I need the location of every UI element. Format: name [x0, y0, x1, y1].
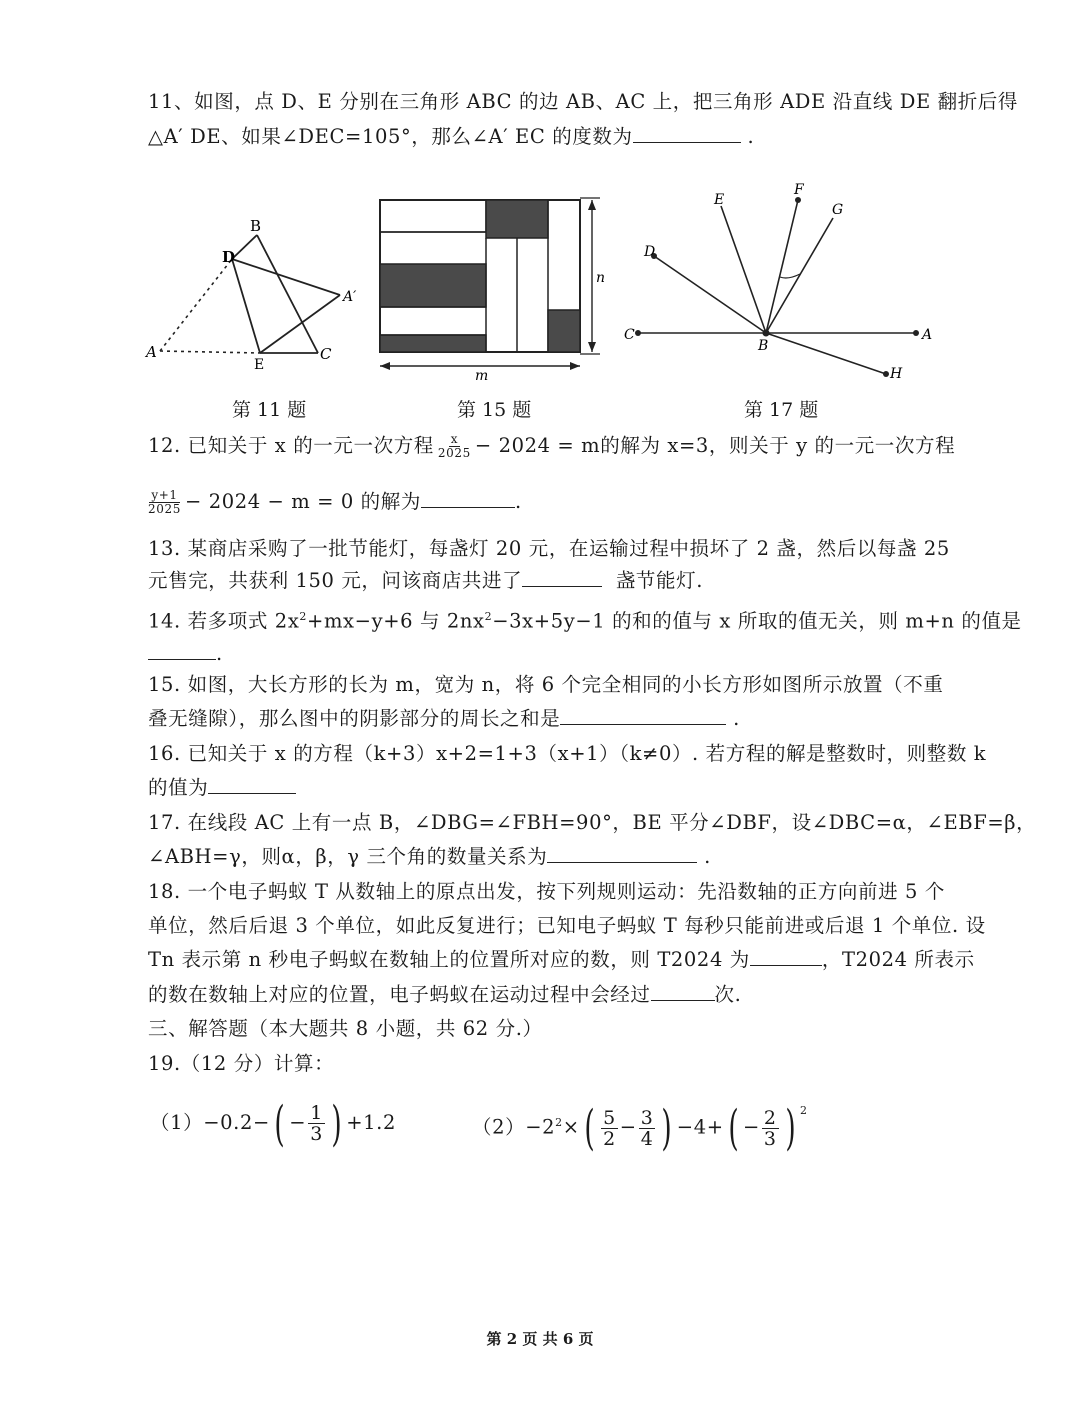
fig17-label-f: F — [794, 182, 804, 198]
q17-end: . — [704, 845, 711, 868]
q17-answer-blank[interactable] — [547, 844, 697, 863]
fig11-label-e: E — [254, 357, 265, 373]
q18-text-a: Tn 表示第 n 秒电子蚂蚁在数轴上的位置所对应的数，则 T2024 为 — [148, 948, 750, 971]
q19-p2-b: −4+ — [676, 1115, 724, 1139]
q11-text: △A′ DE、如果∠DEC=105°，那么∠A′ EC 的度数为 — [148, 125, 633, 148]
q19-p2-f1-num: 5 — [603, 1106, 616, 1129]
q17-text: ∠ABH=γ，则α，β，γ 三个角的数量关系为 — [148, 845, 548, 868]
q14-line2 — [148, 640, 223, 668]
q19-p2-frac3 — [762, 1108, 779, 1149]
q13-text: 元售完，共获利 150 元，问该商店共进了 — [148, 569, 523, 592]
q11-answer-blank[interactable] — [633, 124, 741, 143]
fig15-caption: 第 15 题 — [457, 399, 532, 421]
q18-line1: 18. 一个电子蚂蚁 T 从数轴上的原点出发，按下列规则运动：先沿数轴的正方向前进 5 个 — [148, 880, 945, 903]
q19-p2-minus: − — [619, 1115, 637, 1139]
figure-11 — [140, 215, 370, 375]
q19-p1-b: +1.2 — [346, 1111, 396, 1134]
section-3-title: 三、解答题（本大题共 8 小题，共 62 分.） — [148, 1017, 543, 1040]
q12-line1 — [148, 432, 955, 460]
page-footer: 第 2 页 共 6 页 — [486, 1330, 594, 1348]
q19-p2-f1-den: 2 — [603, 1127, 616, 1150]
fig15-label-n: n — [596, 270, 606, 286]
q18-text-c: 的数在数轴上对应的位置，电子蚂蚁在运动过程中会经过 — [148, 983, 651, 1006]
q14-sup1: 2 — [299, 610, 308, 623]
fig11-label-a: A — [146, 343, 157, 361]
fig17-label-b: B — [758, 338, 769, 354]
q12-tail: − 2024 − m = 0 的解为 — [184, 490, 421, 513]
figure-17 — [620, 182, 940, 382]
q19-p2-sup: 2 — [555, 1116, 563, 1129]
figure-15 — [372, 188, 622, 383]
fig17-label-a: A — [922, 327, 933, 343]
q19-p2-a: −2 — [525, 1115, 556, 1139]
q19-p1-frac-num: 1 — [310, 1102, 323, 1124]
q19-p2-sign: − — [742, 1115, 760, 1139]
q19-p1-lparen: ( — [274, 1095, 285, 1152]
q12-frac1-den: 2025 — [437, 446, 471, 460]
q11-line1: 11、如图，点 D、E 分别在三角形 ABC 的边 AB、AC 上，把三角形 ADE 沿直线 DE 翻折后得 — [148, 90, 1018, 113]
fig11-label-d: D — [222, 248, 236, 266]
fig17-label-h: H — [890, 366, 903, 382]
q19-p2-f3-num: 2 — [763, 1106, 777, 1129]
q16-line2 — [148, 774, 296, 802]
q12-frac2-num: y+1 — [151, 488, 178, 502]
q11-end: . — [747, 125, 755, 148]
q19-p1-rparen: ) — [331, 1095, 342, 1152]
q19-p2-f2-num: 3 — [640, 1106, 654, 1129]
q18-text-b: ，T2024 所表示 — [821, 948, 975, 971]
q15-end: . — [733, 707, 740, 730]
q18-answer-blank-1[interactable] — [750, 947, 822, 966]
q12-middle: − 2024 = m的解为 x=3，则关于 y 的一元一次方程 — [474, 434, 956, 457]
q12-frac-y-2025 — [146, 489, 183, 516]
q13-text-b: 盏节能灯. — [615, 569, 704, 592]
q18-text-d: 次. — [714, 983, 742, 1006]
q13-answer-blank[interactable] — [522, 568, 602, 587]
q19-title: 19.（12 分）计算： — [148, 1052, 335, 1075]
q16-text: 的值为 — [148, 776, 209, 799]
fig11-label-a-prime: A′ — [343, 289, 357, 305]
q19-p2-lparen1: ( — [584, 1100, 595, 1156]
fig11-label-c: C — [320, 345, 332, 363]
q19-p2-lparen2: ( — [727, 1100, 739, 1156]
q13-line1: 13. 某商店采购了一批节能灯，每盏灯 20 元，在运输过程中损坏了 2 盏，然后以每盏 25 — [148, 537, 950, 560]
q16-answer-blank[interactable] — [208, 775, 296, 794]
q19-part2 — [472, 1098, 808, 1158]
q13-line2 — [148, 567, 703, 595]
q19-p1-sign: − — [289, 1111, 307, 1134]
fig11-caption: 第 11 题 — [232, 399, 307, 421]
q12-end: . — [514, 490, 522, 513]
q19-p2-rparen1: ) — [661, 1100, 673, 1156]
fig17-label-e: E — [714, 192, 725, 208]
q19-p2-rparen2: ) — [784, 1100, 796, 1156]
fig11-label-b: B — [250, 217, 262, 235]
q14-line1 — [148, 603, 1022, 636]
q14-end: . — [216, 642, 223, 665]
q18-line2: 单位，然后后退 3 个单位，如此反复进行；已知电子蚂蚁 T 每秒只能前进或后退 1 个单位. 设 — [148, 914, 986, 937]
q18-answer-blank-2[interactable] — [651, 982, 715, 1001]
q19-p2-times: × — [562, 1115, 580, 1139]
q19-part1 — [150, 1095, 396, 1158]
q14-answer-blank[interactable] — [148, 641, 216, 660]
q12-frac2-den: 2025 — [148, 502, 181, 516]
q11-line2 — [148, 123, 754, 151]
q15-text: 叠无缝隙），那么图中的阴影部分的周长之和是 — [148, 707, 561, 730]
fig17-label-c: C — [624, 327, 635, 343]
q19-p1-frac-den: 3 — [310, 1123, 323, 1145]
q15-line2 — [148, 705, 740, 733]
q18-line3 — [148, 946, 975, 974]
q19-p2-frac1 — [601, 1108, 618, 1149]
q19-p2-f2-den: 4 — [640, 1127, 654, 1150]
q12-answer-blank[interactable] — [421, 489, 515, 508]
q15-answer-blank[interactable] — [560, 706, 726, 725]
q15-line1: 15. 如图，大长方形的长为 m，宽为 n，将 6 个完全相同的小长方形如图所示放置（不重 — [148, 673, 944, 696]
q18-line4 — [148, 981, 741, 1009]
q16-line1: 16. 已知关于 x 的方程（k+3）x+2=1+3（x+1）（k≠0）. 若方程的解是整数时，则整数 k — [148, 742, 987, 765]
q12-prefix: 12. 已知关于 x 的一元一次方程 — [148, 434, 434, 457]
fig17-caption: 第 17 题 — [744, 399, 819, 421]
q14-text-c: −3x+5y−1 的和的值与 x 所取的值无关，则 m+n 的值是 — [492, 609, 1022, 633]
fig17-label-g: G — [832, 202, 844, 218]
q19-p1-label: （1） — [150, 1111, 204, 1134]
q19-p1-a: −0.2− — [203, 1111, 270, 1134]
q19-p2-sup2: 2 — [799, 1104, 808, 1117]
fig17-label-d: D — [644, 244, 656, 260]
q19-p2-frac2 — [639, 1108, 656, 1149]
q14-sup2: 2 — [484, 610, 493, 623]
q17-line1: 17. 在线段 AC 上有一点 B，∠DBG=∠FBH=90°，BE 平分∠DBF，设∠DBC=α，∠EBF=β， — [148, 811, 1037, 834]
q14-text-b: +mx−y+6 与 2nx — [307, 609, 485, 633]
q12-line2 — [148, 488, 522, 516]
q12-frac-x-2025 — [436, 433, 473, 460]
fig15-label-m: m — [475, 368, 489, 383]
q12-frac1-num: x — [450, 432, 459, 446]
q19-p1-frac — [308, 1103, 325, 1144]
q19-p2-label: （2） — [472, 1115, 526, 1139]
q14-text-a: 14. 若多项式 2x — [148, 609, 300, 633]
q17-line2 — [148, 843, 711, 871]
q19-p2-f3-den: 3 — [763, 1127, 777, 1150]
